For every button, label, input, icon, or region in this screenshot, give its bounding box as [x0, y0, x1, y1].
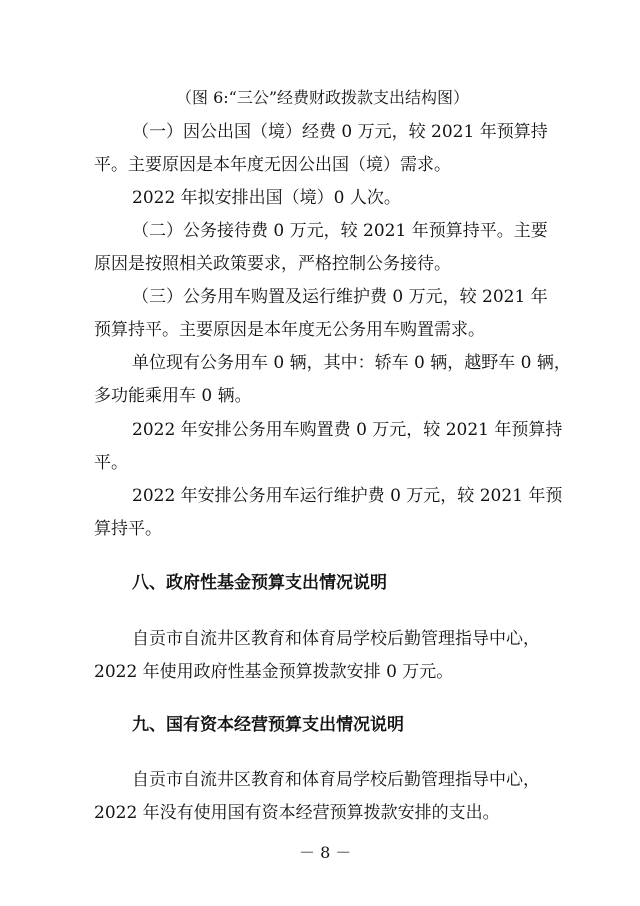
paragraph-line: （一）因公出国（境）经费 0 万元，较 2021 年预算持 [132, 122, 548, 142]
paragraph-line: 算持平。 [94, 519, 162, 539]
paragraph-line: （三）公务用车购置及运行维护费 0 万元，较 2021 年 [132, 287, 548, 307]
paragraph-line: 2022 年安排公务用车运行维护费 0 万元，较 2021 年预 [132, 486, 563, 506]
paragraph-line: 单位现有公务用车 0 辆，其中：轿车 0 辆，越野车 0 辆， [132, 353, 571, 373]
paragraph-line: 预算持平。主要原因是本年度无公务用车购置需求。 [94, 320, 485, 340]
section-8-line: 2022 年使用政府性基金预算拨款安排 0 万元。 [94, 662, 454, 682]
paragraph-line: 原因是按照相关政策要求，严格控制公务接待。 [94, 254, 451, 274]
section-9-line: 2022 年没有使用国有资本经营预算拨款安排的支出。 [94, 803, 500, 823]
paragraph-line: （二）公务接待费 0 万元，较 2021 年预算持平。主要 [132, 221, 548, 241]
section-9-heading: 九、国有资本经营预算支出情况说明 [132, 715, 404, 735]
paragraph-line: 平。主要原因是本年度无因公出国（境）需求。 [94, 155, 451, 175]
section-8-heading: 八、政府性基金预算支出情况说明 [132, 573, 387, 593]
paragraph-line: 2022 年拟安排出国（境）0 人次。 [132, 188, 401, 208]
figure-caption: （图 6:“三公”经费财政拨款支出结构图） [176, 88, 470, 107]
section-9-line: 自贡市自流井区教育和体育局学校后勤管理指导中心， [132, 770, 540, 790]
paragraph-line: 2022 年安排公务用车购置费 0 万元，较 2021 年预算持 [132, 420, 563, 440]
page-number: － 8 － [299, 843, 352, 862]
section-8-line: 自贡市自流井区教育和体育局学校后勤管理指导中心， [132, 629, 540, 649]
paragraph-line: 多功能乘用车 0 辆。 [94, 386, 252, 406]
paragraph-line: 平。 [94, 453, 128, 473]
